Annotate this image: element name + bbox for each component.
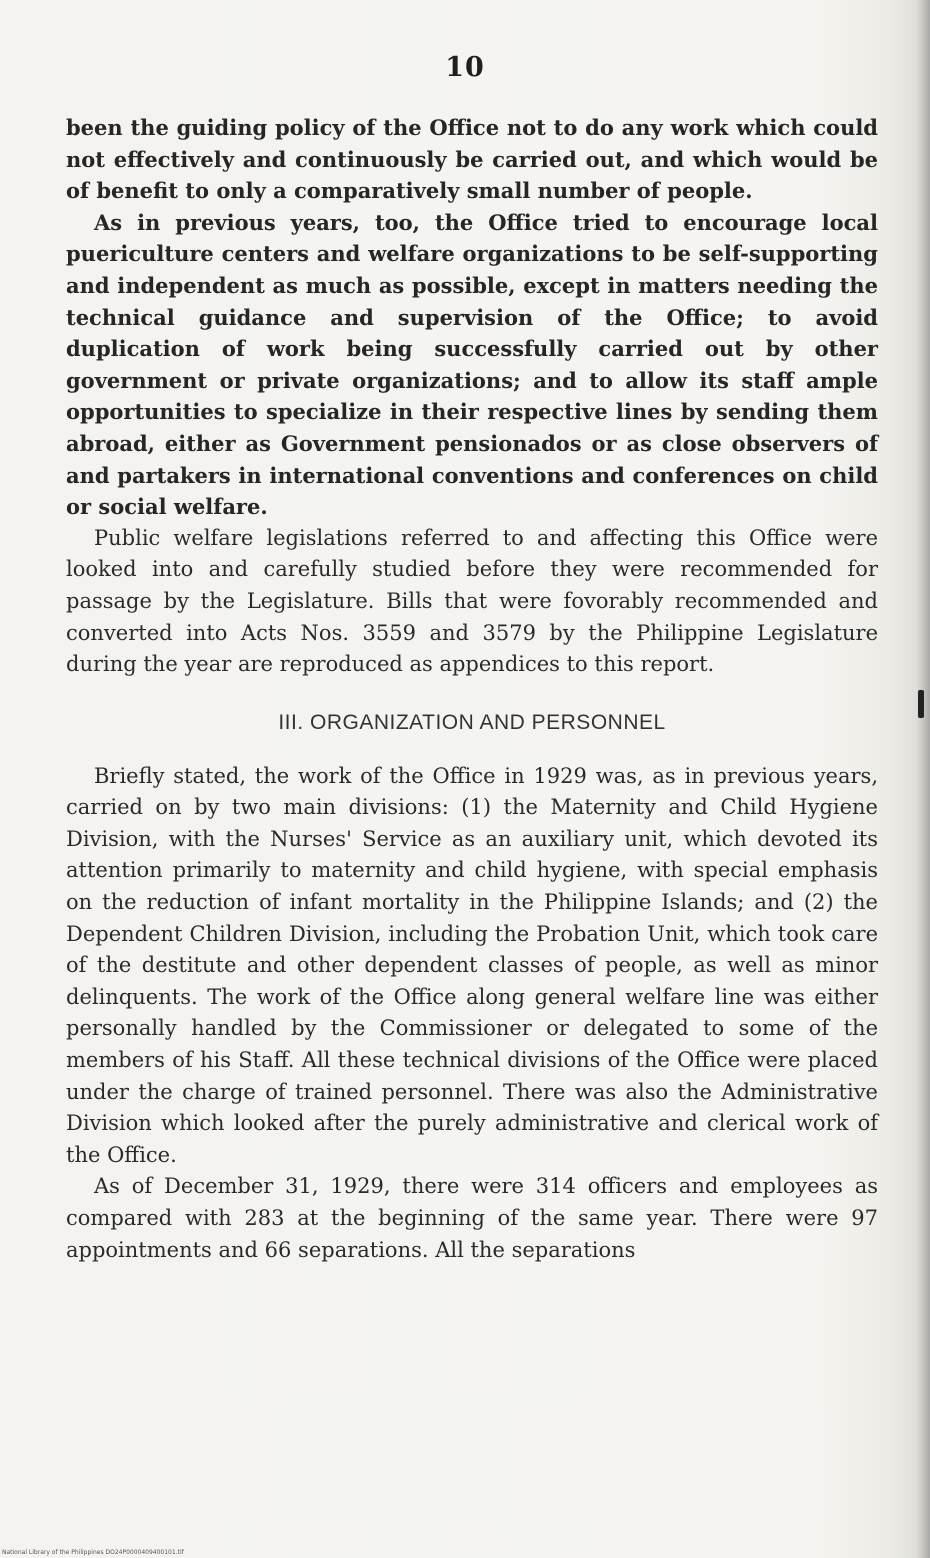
section-heading: III. ORGANIZATION AND PERSONNEL [278, 710, 666, 734]
edge-mark [918, 690, 924, 718]
paragraph-encourage-centers: As in previous years, too, the Office tried to encourage local puericulture centers and welfare organizations to be self-supporting and independent as much as possible, except in matters needing the technical guidance and supervision of the Office; to avoid duplication of work being successfully carried out by other government or private organizations; and to allow its staff ample opportunities to specialize in their respective lines by sending them abroad, either as Government pensionados or as close observers of and partakers in international conventions and conferences on child or social welfare. [66, 209, 878, 520]
page-content [66, 112, 878, 1266]
paragraph-divisions: Briefly stated, the work of the Office in 1929 was, as in previous years, carried on by two main divisions: (1) the Maternity and Child Hygiene Division, with the Nurses' Service as an auxiliary unit, which devoted its attention primarily to maternity and child hygiene, with special emphasis on the reduction of infant mortality in the Philippine Islands; and (2) the Dependent Children Division, including the Probation Unit, which took care of the destitute and other dependent classes of people, as well as minor delinquents. The work of the Office along general welfare line was either personally handled by the Commissioner or delegated to some of the members of his Staff. All these technical divisions of the Office were placed under the charge of trained personnel. There was also the Administrative Division which looked after the purely administrative and clerical work of the Office. [66, 763, 878, 1167]
page-edge-shadow [916, 0, 930, 1558]
page-number: 10 [445, 52, 485, 83]
paragraph-personnel-count: As of December 31, 1929, there were 314 officers and employees as compared with 283 at the beginning of the same year. There were 97 appointments and 66 separations. All the separations [66, 1174, 878, 1262]
scan-footer-note: National Library of the Philippines DO24P0000409400101.tif [2, 1549, 184, 1556]
paragraph-continuation: been the guiding policy of the Office not to do any work which could not effectively and continuously be carried out, and which would be of benefit to only a comparatively small number of people. [66, 115, 878, 204]
paragraph-legislation: Public welfare legislations referred to and affecting this Office were looked into and carefully studied before they were recommended for passage by the Legislature. Bills that were fovorably recommended and converted into Acts Nos. 3559 and 3579 by the Philippine Legislature during the year are reproduced as appendices to this report. [66, 525, 878, 677]
